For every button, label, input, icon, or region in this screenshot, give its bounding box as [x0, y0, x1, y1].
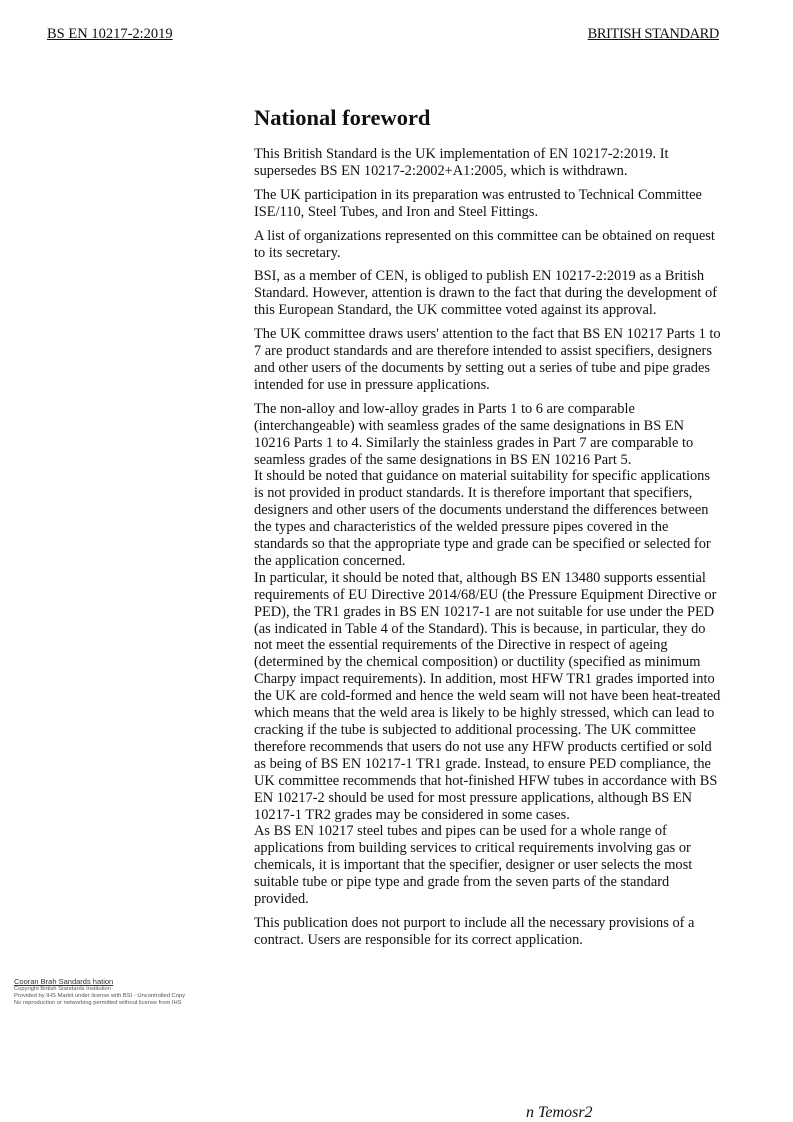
paragraph-implementation: This British Standard is the UK implementation of EN 10217-2:2019. It supersedes BS EN 10217-2:2002+A1:2005, which is withdrawn.: [254, 146, 669, 179]
page-title: National foreword: [254, 105, 431, 130]
copyright-notice: [14, 978, 239, 1007]
paragraph-participation: The UK participation in its preparation was entrusted to Technical Committee ISE/110, Steel Tubes, and Iron and Steel Fittings.: [254, 186, 702, 220]
header-british-standard: BRITISH STANDARD: [587, 26, 719, 42]
paragraph-material-suitability: It should be noted that guidance on material suitability for specific applications is not provided in product standards. It is therefore important that specifiers, designers and other users of the documents understand the differences between the types and characteristics of the welded pressure pipes covered in the standards so that the appropriate type and grade can be specified or selected for the application concerned.: [254, 468, 711, 569]
paragraph-grades-comparable: The non-alloy and low-alloy grades in Parts 1 to 6 are comparable (interchangeable) with seamless grades of the same designations in BS EN 10216 Parts 1 to 4. Similarly the stainless grades in Part 7 are comparable to seamless grades of the same designations in BS EN 10216 Part 5.: [254, 400, 694, 468]
copyright-line-organization: Cooran Brah Sandards hation: [14, 977, 114, 986]
paragraph-product-standards: The UK committee draws users' attention to the fact that BS EN 10217 Parts 1 to 7 are product standards and are therefore intended to assist specifiers, designers and other users of the documents by setting out a series of tube and pipe grades intended for use in pressure applications.: [254, 326, 721, 393]
foreword-body: [254, 104, 722, 956]
copyright-line-license: Provided by IHS Markit under license with BSI - Uncontrolled Copy: [14, 993, 186, 999]
header-standard-number: BS EN 10217-2:2019: [47, 26, 173, 42]
footer-signature: n Temosr2: [526, 1104, 593, 1121]
copyright-line-reproduction: No reproduction or networking permitted without license from IHS: [14, 1000, 182, 1006]
paragraph-applications: As BS EN 10217 steel tubes and pipes can be used for a whole range of applications from building services to critical requirements involving gas or chemicals, it is important that the specifier, designer or user selects the most suitable tube or pipe type and grade from the seven parts of the standard provided.: [254, 823, 693, 908]
paragraph-cen-obligation: BSI, as a member of CEN, is obliged to publish EN 10217-2:2019 as a British Standard. However, attention is drawn to the fact that during the development of this European Standard, the UK committee voted against its approval.: [254, 268, 717, 319]
paragraph-organizations: A list of organizations represented on this committee can be obtained on request to its secretary.: [254, 227, 715, 261]
copyright-line-institution: Copyright British Standards Institution: [14, 986, 111, 992]
paragraph-contract-disclaimer: This publication does not purport to include all the necessary provisions of a contract. Users are responsible for its correct application.: [254, 914, 695, 948]
paragraph-ped-tr1: In particular, it should be noted that, although BS EN 13480 supports essential requirements of EU Directive 2014/68/EU (the Pressure Equipment Directive or PED), the TR1 grades in BS EN 10217-1 are not suitable for use under the PED (as indicated in Table 4 of the Standard). This is because, in particular, they do not meet the essential requirements of the Directive in respect of ageing (determined by the chemical composition) or ductility (specified as minimum Charpy impact requirements). In addition, most HFW TR1 grades imported into the UK are cold-formed and hence the weld seam will not have been heat-treated which means that the weld area is likely to be highly stressed, which can lead to cracking if the tube is subjected to additional processing. The UK committee therefore recommends that users do not use any HFW products certified or sold as being of BS EN 10217-1 TR1 grade. Instead, to ensure PED compliance, the UK committee recommends that hot-finished HFW tubes in accordance with BS EN 10217-2 should be used for most pressure applications, although BS EN 10217-1 TR2 grades may be considered in some cases.: [254, 569, 721, 823]
